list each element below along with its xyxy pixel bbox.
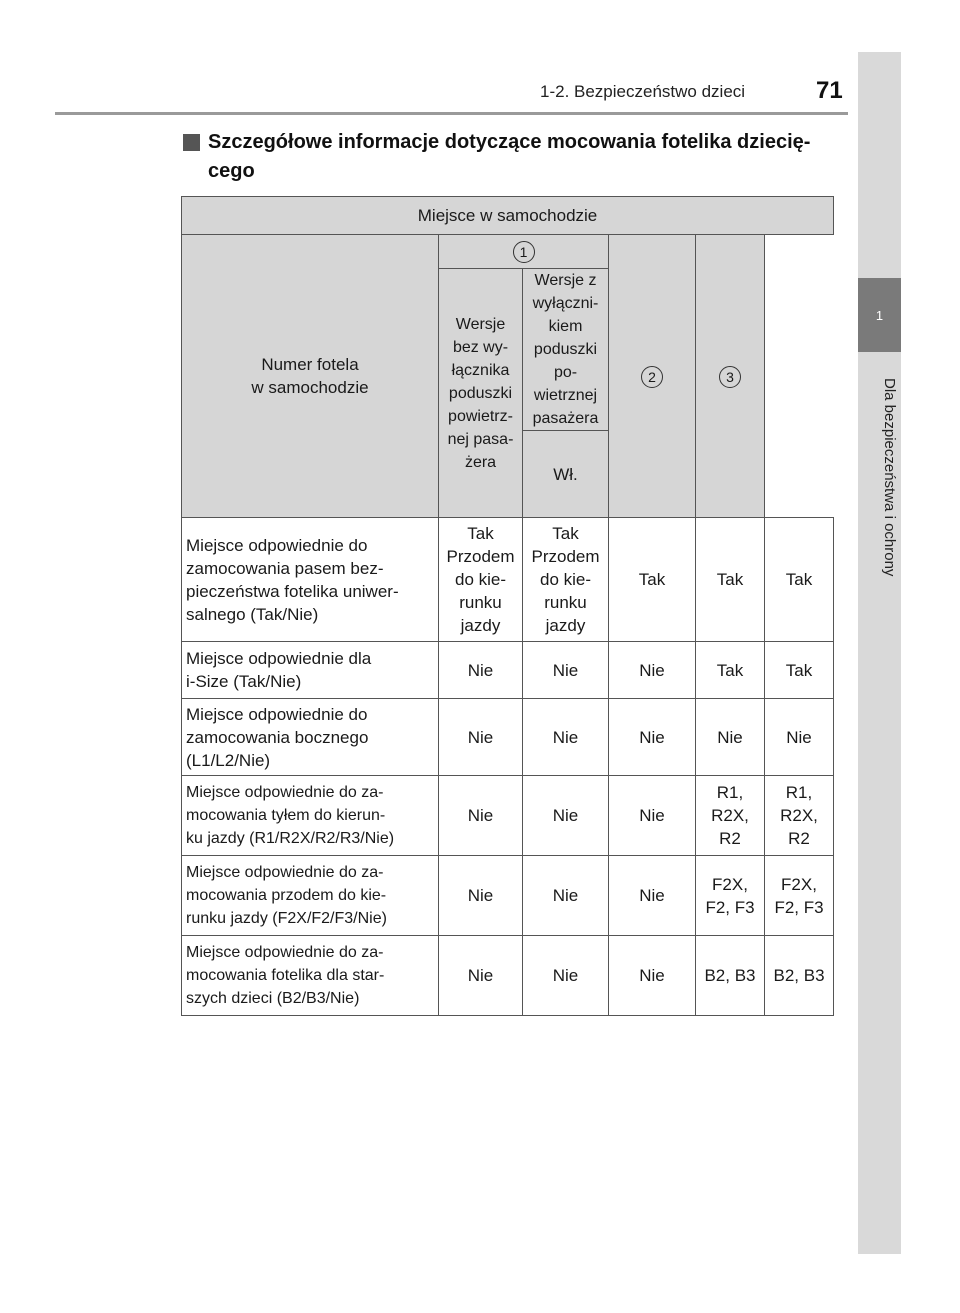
cell-value: Nie	[609, 776, 696, 856]
header-divider	[55, 112, 848, 115]
cell-value: Nie	[609, 699, 696, 776]
cell-value: Nie	[439, 642, 523, 699]
cell-value: B2, B3	[765, 936, 834, 1016]
cell-value: Nie	[439, 936, 523, 1016]
cell-value: Nie	[523, 856, 609, 936]
cell-value: Nie	[439, 856, 523, 936]
row-label: Miejsce odpowiednie do za- mocowania przodem do kie- runku jazdy (F2X/F2/F3/Nie)	[182, 856, 439, 936]
cell-value: Nie	[609, 856, 696, 936]
seat-1-marker: 1	[513, 241, 535, 263]
table-row	[182, 776, 834, 856]
cell-value: B2, B3	[696, 936, 765, 1016]
square-bullet-icon	[183, 134, 200, 151]
location-header: Miejsce w samochodzie	[182, 197, 834, 235]
cell-value: R1, R2X, R2	[696, 776, 765, 856]
row-label: Miejsce odpowiednie do zamocowania pasem bez- pieczeństwa fotelika uniwer- salnego (Tak/Nie)	[182, 518, 439, 642]
page-number: 71	[816, 77, 843, 104]
cell-value: Tak	[696, 642, 765, 699]
table-row	[182, 936, 834, 1016]
cell-value: R1, R2X, R2	[765, 776, 834, 856]
cell-value: Nie	[609, 642, 696, 699]
cell-value: F2X, F2, F3	[696, 856, 765, 936]
heading-line-2: cego	[208, 160, 255, 182]
row-label: Miejsce odpowiednie do za- mocowania tyłem do kierun- ku jazdy (R1/R2X/R2/R3/Nie)	[182, 776, 439, 856]
cell-value: Nie	[609, 936, 696, 1016]
table-row	[182, 518, 834, 642]
seat-number-label: Numer fotela w samochodzie	[182, 235, 439, 518]
cell-value: Nie	[523, 776, 609, 856]
cell-value: Nie	[523, 642, 609, 699]
cell-value: Tak Przodem do kie- runku jazdy	[439, 518, 523, 642]
cell-value: Nie	[439, 776, 523, 856]
child-seat-table	[181, 196, 834, 1016]
cell-value: Tak Przodem do kie- runku jazdy	[523, 518, 609, 642]
cell-value: F2X, F2, F3	[765, 856, 834, 936]
variant-without-switch: Wersje bez wy- łącznika poduszki powietrz- nej pasa- żera	[439, 269, 523, 518]
chapter-number-tab: 1	[858, 278, 901, 352]
section-heading	[183, 128, 843, 186]
cell-value: Tak	[765, 518, 834, 642]
table-row	[182, 856, 834, 936]
table-row	[182, 699, 834, 776]
seat-2-marker: 2	[641, 366, 663, 388]
heading-line-1: Szczegółowe informacje dotyczące mocowania fotelika dziecię-	[208, 131, 811, 153]
variant-with-switch: Wersje z wyłączni- kiem poduszki po- wietrznej pasażera	[523, 269, 609, 431]
chapter-label: Dla bezpieczeństwa i ochrony	[881, 378, 898, 577]
cell-value: Nie	[523, 699, 609, 776]
cell-value: Nie	[439, 699, 523, 776]
cell-value: Nie	[523, 936, 609, 1016]
header-section-title: 1-2. Bezpieczeństwo dzieci	[540, 82, 746, 101]
seat-2-header	[609, 235, 696, 518]
seat-1-header	[439, 235, 609, 269]
cell-value: Nie	[765, 699, 834, 776]
row-label: Miejsce odpowiednie dla i-Size (Tak/Nie)	[182, 642, 439, 699]
cell-value: Nie	[696, 699, 765, 776]
cell-value: Tak	[609, 518, 696, 642]
table-row	[182, 642, 834, 699]
cell-value: Tak	[696, 518, 765, 642]
row-label: Miejsce odpowiednie do zamocowania bocznego (L1/L2/Nie)	[182, 699, 439, 776]
variant-with-switch-state: Wł.	[523, 431, 609, 518]
row-label: Miejsce odpowiednie do za- mocowania fotelika dla star- szych dzieci (B2/B3/Nie)	[182, 936, 439, 1016]
cell-value: Tak	[765, 642, 834, 699]
seat-3-header	[696, 235, 765, 518]
seat-3-marker: 3	[719, 366, 741, 388]
